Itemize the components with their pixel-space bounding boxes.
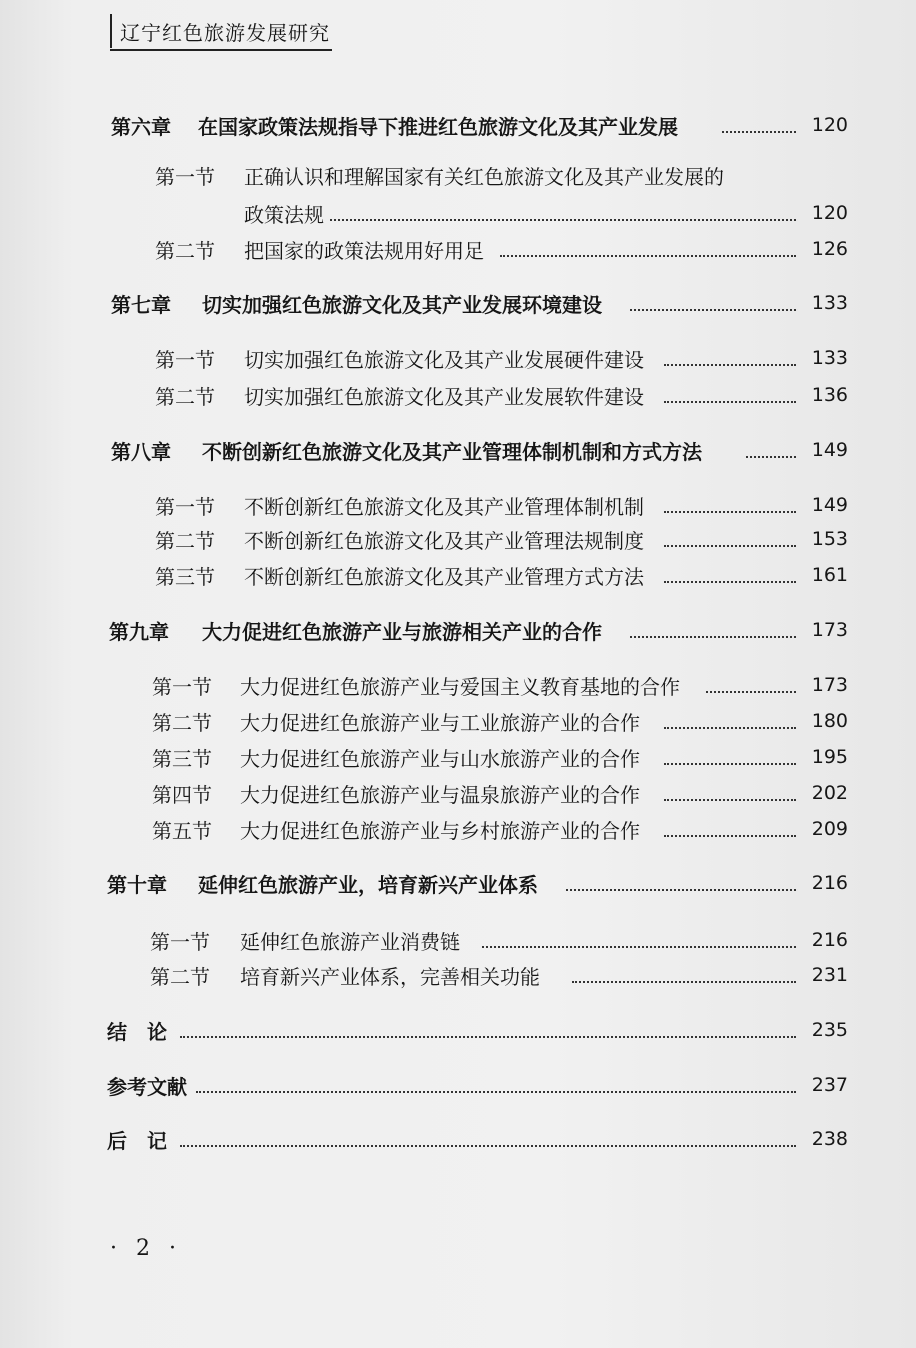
toc-section-9-2 <box>0 706 916 736</box>
section-label: 第五节 <box>152 818 212 843</box>
section-title: 不断创新红色旅游文化及其产业管理体制机制 <box>244 494 644 519</box>
section-title: 大力促进红色旅游产业与爱国主义教育基地的合作 <box>240 674 680 699</box>
chapter-title: 在国家政策法规指导下推进红色旅游文化及其产业发展 <box>198 114 678 139</box>
toc-chapter-6 <box>0 110 916 140</box>
section-title: 把国家的政策法规用好用足 <box>244 238 484 263</box>
page-number: 126 <box>811 238 848 260</box>
toc-section-10-2 <box>0 960 916 990</box>
page-number: 149 <box>811 494 848 516</box>
dot-leader <box>664 545 796 547</box>
toc-section-6-2 <box>0 234 916 264</box>
dot-leader <box>196 1091 796 1093</box>
section-title: 大力促进红色旅游产业与工业旅游产业的合作 <box>240 710 640 735</box>
toc-references <box>0 1070 916 1100</box>
page-number: 120 <box>811 202 848 224</box>
dot-leader <box>664 401 796 403</box>
section-title: 大力促进红色旅游产业与温泉旅游产业的合作 <box>240 782 640 807</box>
toc-section-9-1 <box>0 670 916 700</box>
section-title: 大力促进红色旅游产业与山水旅游产业的合作 <box>240 746 640 771</box>
page-number: 173 <box>811 674 848 696</box>
dot-leader <box>500 255 796 257</box>
section-title: 大力促进红色旅游产业与乡村旅游产业的合作 <box>240 818 640 843</box>
chapter-label: 第十章 <box>107 872 167 897</box>
toc-afterword <box>0 1124 916 1154</box>
dot-leader <box>722 131 796 133</box>
dot-leader <box>180 1145 796 1147</box>
toc-section-8-2 <box>0 524 916 554</box>
dot-leader <box>664 799 796 801</box>
dot-leader <box>706 691 796 693</box>
section-title: 延伸红色旅游产业消费链 <box>240 929 460 954</box>
chapter-title: 延伸红色旅游产业，培育新兴产业体系 <box>198 872 538 897</box>
section-title: 不断创新红色旅游文化及其产业管理方式方法 <box>244 564 644 589</box>
page-number: 209 <box>811 818 848 840</box>
section-label: 第一节 <box>150 929 210 954</box>
page-number: 120 <box>811 114 848 136</box>
toc-conclusion <box>0 1015 916 1045</box>
dot-leader <box>482 946 796 948</box>
toc-chapter-9 <box>0 615 916 645</box>
chapter-title: 切实加强红色旅游文化及其产业发展环境建设 <box>202 292 602 317</box>
dot-leader <box>572 981 796 983</box>
dot-leader <box>664 581 796 583</box>
section-label: 第二节 <box>150 964 210 989</box>
toc-section-8-1 <box>0 490 916 520</box>
section-title-line1: 正确认识和理解国家有关红色旅游文化及其产业发展的 <box>244 164 724 189</box>
dot-leader <box>330 219 796 221</box>
section-label: 第一节 <box>155 494 215 519</box>
section-title: 切实加强红色旅游文化及其产业发展硬件建设 <box>244 347 644 372</box>
page-number: 195 <box>811 746 848 768</box>
section-label: 第二节 <box>155 528 215 553</box>
section-label: 第一节 <box>155 164 215 189</box>
page-number: 149 <box>811 439 848 461</box>
toc-section-6-1 <box>0 160 916 190</box>
page-number: 202 <box>811 782 848 804</box>
page-number: 235 <box>811 1019 848 1041</box>
section-label: 第二节 <box>155 238 215 263</box>
section-label: 第三节 <box>152 746 212 771</box>
conclusion-title: 结 论 <box>107 1019 167 1044</box>
section-title-line2: 政策法规 <box>244 202 324 227</box>
dot-leader <box>180 1036 796 1038</box>
dot-leader <box>630 636 796 638</box>
section-title: 不断创新红色旅游文化及其产业管理法规制度 <box>244 528 644 553</box>
dot-leader <box>566 889 796 891</box>
page-number: 237 <box>811 1074 848 1096</box>
dot-leader <box>630 309 796 311</box>
page-number: 216 <box>811 872 848 894</box>
chapter-title: 大力促进红色旅游产业与旅游相关产业的合作 <box>202 619 602 644</box>
toc-section-9-5 <box>0 814 916 844</box>
references-title: 参考文献 <box>107 1074 187 1099</box>
section-label: 第一节 <box>152 674 212 699</box>
afterword-title: 后 记 <box>107 1128 167 1153</box>
page-number: 133 <box>811 347 848 369</box>
dot-leader <box>664 727 796 729</box>
dot-leader <box>664 511 796 513</box>
toc-section-7-1 <box>0 343 916 373</box>
section-label: 第一节 <box>155 347 215 372</box>
chapter-title: 不断创新红色旅游文化及其产业管理体制机制和方式方法 <box>202 439 702 464</box>
page-number: 180 <box>811 710 848 732</box>
book-title: 辽宁红色旅游发展研究 <box>120 20 330 45</box>
toc-section-9-3 <box>0 742 916 772</box>
dot-leader <box>664 763 796 765</box>
chapter-label: 第九章 <box>109 619 169 644</box>
chapter-label: 第七章 <box>111 292 171 317</box>
section-label: 第三节 <box>155 564 215 589</box>
page-number: 173 <box>811 619 848 641</box>
dot-leader <box>664 835 796 837</box>
toc-section-9-4 <box>0 778 916 808</box>
toc-section-7-2 <box>0 380 916 410</box>
dot-leader <box>664 364 796 366</box>
section-label: 第二节 <box>155 384 215 409</box>
section-title: 切实加强红色旅游文化及其产业发展软件建设 <box>244 384 644 409</box>
section-label: 第四节 <box>152 782 212 807</box>
toc-chapter-10 <box>0 868 916 898</box>
section-title: 培育新兴产业体系，完善相关功能 <box>240 964 540 989</box>
toc-section-6-1-cont <box>0 198 916 228</box>
chapter-label: 第六章 <box>111 114 171 139</box>
chapter-label: 第八章 <box>111 439 171 464</box>
page-number: 161 <box>811 564 848 586</box>
toc-section-10-1 <box>0 925 916 955</box>
page-number: 238 <box>811 1128 848 1150</box>
toc-chapter-7 <box>0 288 916 318</box>
page-number: 133 <box>811 292 848 314</box>
section-label: 第二节 <box>152 710 212 735</box>
page-number: 136 <box>811 384 848 406</box>
page-number: 231 <box>811 964 848 986</box>
toc-chapter-8 <box>0 435 916 465</box>
toc-section-8-3 <box>0 560 916 590</box>
page-number: 216 <box>811 929 848 951</box>
page-number: 153 <box>811 528 848 550</box>
page-footer-number: · 2 · <box>110 1236 182 1261</box>
dot-leader <box>746 456 796 458</box>
